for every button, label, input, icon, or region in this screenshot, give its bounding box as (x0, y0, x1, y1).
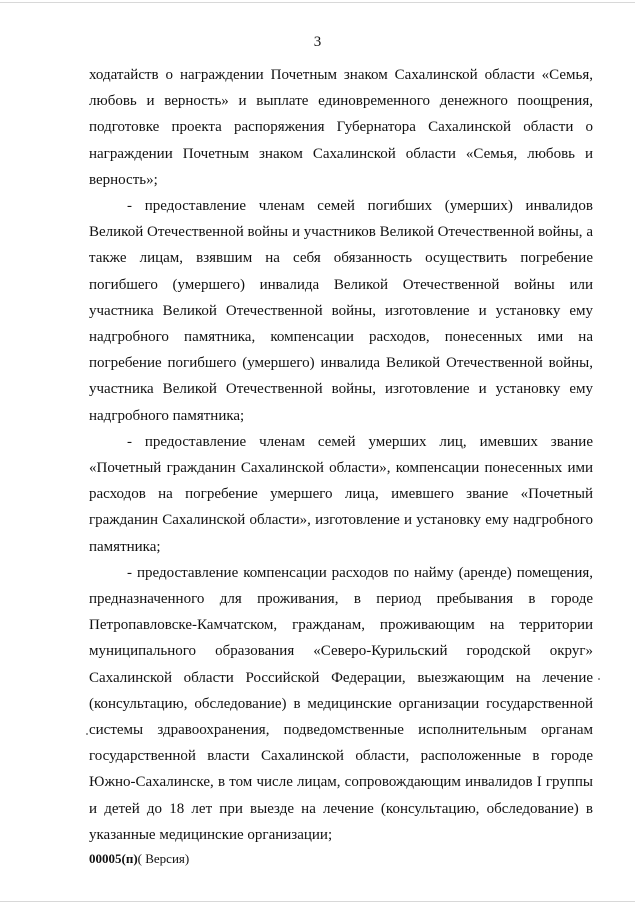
paragraph-wwii-burial-compensation: - предоставление членам семей погибших (умерших) инвалидов Великой Отечественной войны и участников Великой Отечественной войны, а также лицам, взявшим на себя обязанность осуществить погребение погибшего (умершего) инвалида Великой Отечественной войны или участника Великой Отечественной войны, изготовление и установку ему надгробного памятника, компенсации расходов, понесенных ими на погребение погибшего (умершего) инвалида Великой Отечественной войны, участника Великой Отечественной войны, изготовление и установку ему надгробного памятника; (89, 198, 593, 424)
paragraph-housing-rent-compensation: - предоставление компенсации расходов по найму (аренде) помещения, предназначенного для проживания, в период пребывания в городе Петропавловске-Камчатском, гражданам, проживающим на территории муниципального образования «Северо-Курильский городской округ» Сахалинской области Российской Федерации, выезжающим на лечение (консультацию, обследование) в медицинские организации государственной системы здравоохранения, подведомственные исполнительным органам государственной власти Сахалинской области, расположенные в городе Южно-Сахалинске, в том числе лицам, сопровождающим инвалидов I группы и детей до 18 лет при выезде на лечение (консультацию, обследование) в указанные медицинские организации; (89, 564, 593, 843)
paragraph-continuation: ходатайств о награждении Почетным знаком Сахалинской области «Семья, любовь и верность» и выплате единовременного денежного поощрения, подготовке проекта распоряжения Губернатора Сахалинской области о награждении Почетным знаком Сахалинской области «Семья, любовь и верность»; (89, 67, 593, 188)
scan-speck (598, 678, 600, 680)
paragraph-honorary-citizen-compensation: - предоставление членам семей умерших лиц, имевших звание «Почетный гражданин Сахалинской области», компенсации понесенных ими расходов на погребение умершего лица, имевшего звание «Почетный гражданин Сахалинской области», изготовление и установку ему надгробного памятника; (89, 433, 593, 555)
footer-version: ( Версия) (137, 851, 190, 866)
scan-speck (86, 733, 88, 735)
document-footer (89, 851, 189, 867)
document-body (89, 62, 593, 848)
page-number: 3 (313, 34, 322, 50)
top-scan-edge (0, 2, 635, 3)
footer-code: 00005(п) (89, 851, 138, 866)
bottom-scan-edge (0, 901, 635, 902)
